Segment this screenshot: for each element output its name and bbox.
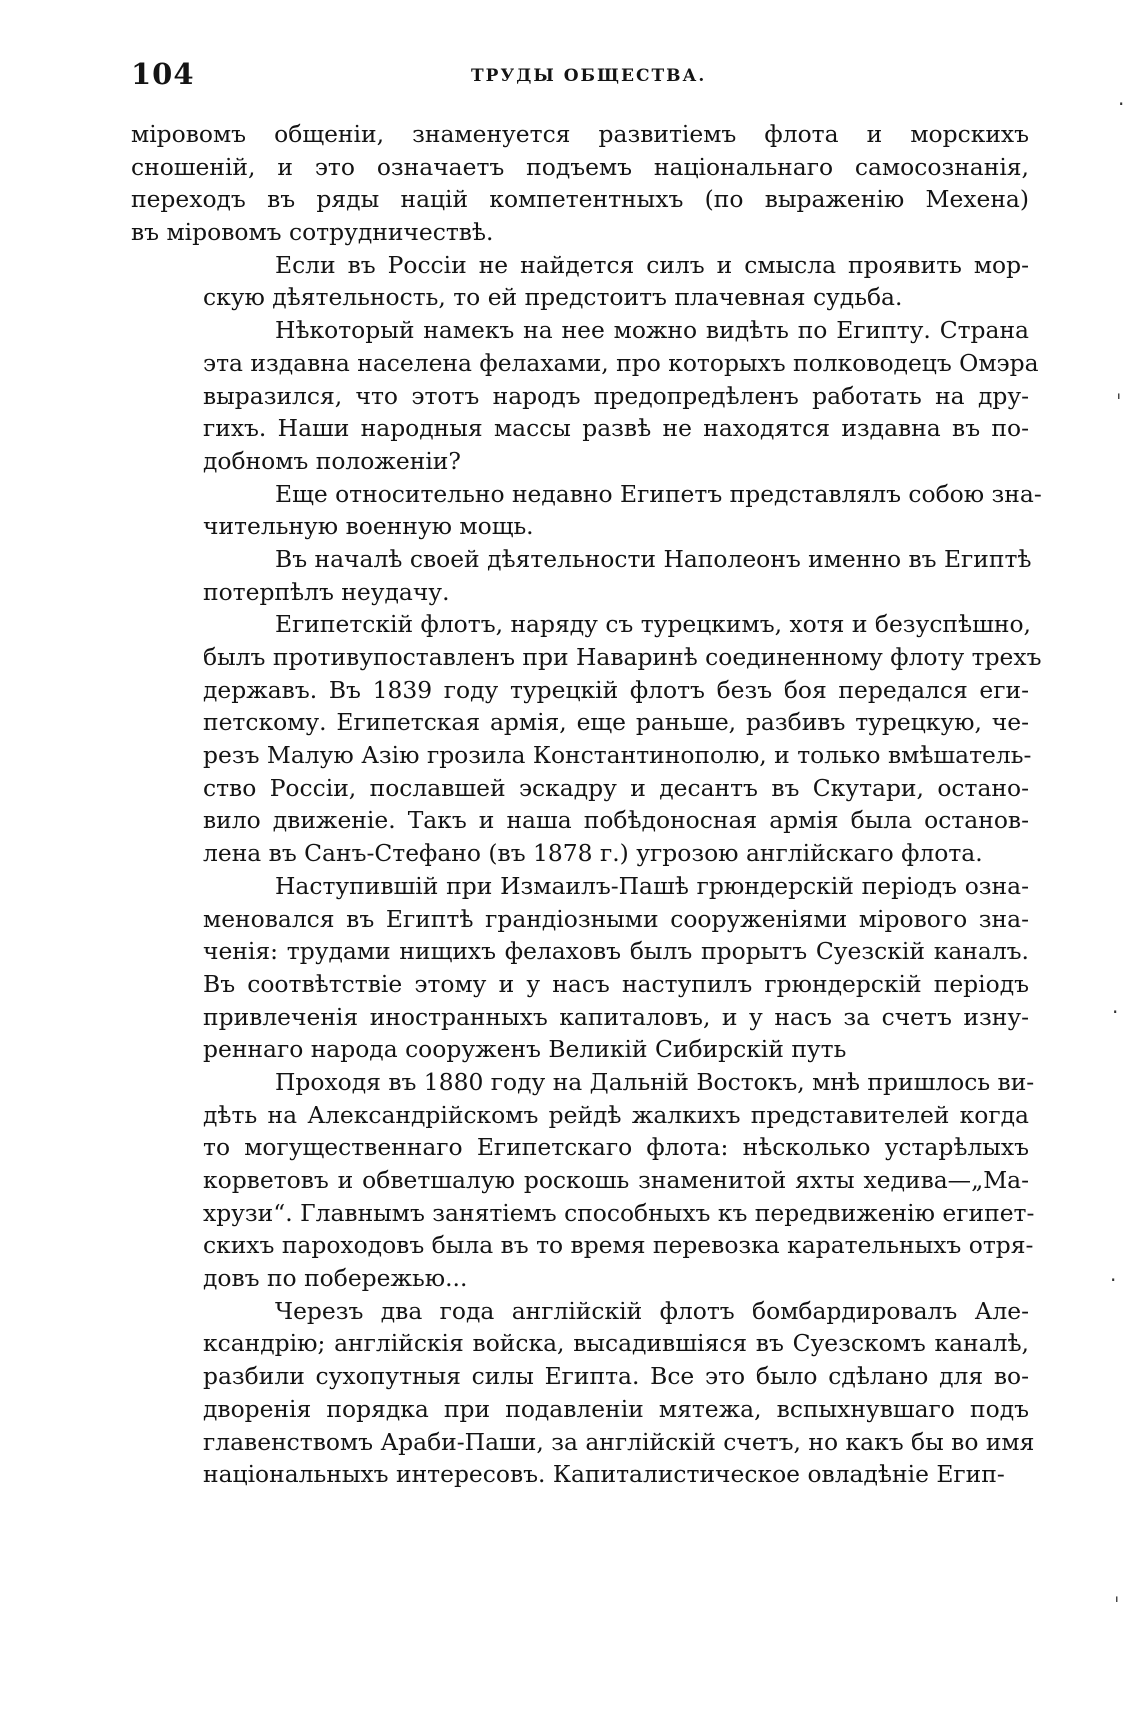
text-line: хрузи“. Главнымъ занятіемъ способныхъ къ передвиженію египет- [203, 1198, 1035, 1227]
text-line: эта издавна населена фелахами, про которыхъ полководецъ Омэра [203, 348, 1039, 377]
text-line: сношеній, и это означаетъ подъемъ національнаго самосознанія, [131, 152, 1029, 181]
text-line: Черезъ два года англійскій флотъ бомбардировалъ Але- [275, 1296, 1029, 1325]
margin-speck: ˌ [1114, 1580, 1120, 1604]
paragraph [131, 1066, 1035, 1295]
text-line: національныхъ интересовъ. Капиталистическое овладѣніе Егип- [203, 1460, 1005, 1489]
body-text [131, 118, 1042, 1491]
text-line: лена въ Санъ-Стефано (въ 1878 г.) угрозою англійскаго флота. [203, 839, 983, 868]
paragraph [131, 608, 1042, 870]
text-line: Еще относительно недавно Египетъ представлялъ собою зна- [275, 479, 1042, 508]
text-line: Нѣкоторый намекъ на нее можно видѣть по Египту. Страна [275, 316, 1029, 345]
margin-speck: · [1118, 92, 1125, 116]
text-line: потерпѣлъ неудачу. [203, 577, 450, 606]
text-line: Въ соотвѣтствіе этому и у насъ наступилъ грюндерскій періодъ [203, 969, 1029, 998]
text-line: переходъ въ ряды націй компетентныхъ (по выраженію Мехена) [131, 185, 1029, 214]
text-line: дѣть на Александрійскомъ рейдѣ жалкихъ представителей когда [203, 1100, 1029, 1129]
text-line: міровомъ общеніи, знаменуется развитіемъ флота и морскихъ [131, 120, 1029, 148]
paragraph [131, 1295, 1035, 1491]
paragraph [131, 478, 1042, 543]
text-line: ство Россіи, пославшей эскадру и десантъ въ Скутари, остано- [203, 773, 1029, 802]
page-number: 104 [131, 57, 195, 91]
running-head [131, 56, 1031, 96]
text-line: дворенія порядка при подавленіи мятежа, вспыхнувшаго подъ [203, 1394, 1029, 1423]
running-title: ТРУДЫ ОБЩЕСТВА. [471, 66, 707, 86]
paragraph [131, 314, 1039, 477]
text-line: выразился, что этотъ народъ предопредѣленъ работать на дру- [203, 381, 1029, 410]
text-line: ченія: трудами нищихъ фелаховъ былъ прорытъ Суезскій каналъ. [203, 937, 1029, 966]
paragraph [131, 870, 1029, 1066]
text-line: державъ. Въ 1839 году турецкій флотъ безъ боя передался еги- [203, 675, 1029, 704]
text-line: корветовъ и обветшалую роскошь знаменитой яхты хедива—„Ма- [203, 1166, 1029, 1194]
text-line: привлеченія иностранныхъ капиталовъ, и у насъ за счетъ изну- [203, 1002, 1029, 1031]
paragraph [131, 118, 1029, 249]
text-line: Египетскій флотъ, наряду съ турецкимъ, хотя и безуспѣшно, [275, 610, 1031, 639]
text-line: вило движеніе. Такъ и наша побѣдоносная армія была останов- [203, 806, 1029, 835]
text-line: Наступившій при Измаилъ-Пашѣ грюндерскій періодъ озна- [275, 871, 1029, 900]
text-line: главенствомъ Араби-Паши, за англійскій счетъ, но какъ бы во имя [203, 1427, 1035, 1456]
margin-speck: · [1110, 1268, 1117, 1292]
text-line: скую дѣятельность, то ей предстоитъ плачевная судьба. [203, 283, 903, 312]
text-line: реннаго народа сооруженъ Великій Сибирскій путь [203, 1035, 847, 1064]
paragraph [131, 249, 1029, 314]
text-line: резъ Малую Азію грозила Константинополю, и только вмѣшатель- [203, 741, 1032, 770]
text-line: петскому. Египетская армія, еще раньше, разбивъ турецкую, че- [203, 708, 1029, 737]
text-line: меновался въ Египтѣ грандіозными сооруженіями мірового зна- [203, 904, 1029, 933]
margin-speck: ˈ [1116, 390, 1122, 414]
text-line: ксандрію; англійскія войска, высадившіяся въ Суезскомъ каналѣ, [203, 1329, 1029, 1358]
text-line: гихъ. Наши народныя массы развѣ не находятся издавна въ по- [203, 414, 1029, 443]
text-line: былъ противупоставленъ при Наваринѣ соединенному флоту трехъ [203, 643, 1042, 671]
text-line: то могущественнаго Египетскаго флота: нѣсколько устарѣлыхъ [203, 1133, 1029, 1162]
text-line: добномъ положеніи? [203, 446, 461, 475]
text-line: Если въ Россіи не найдется силъ и смысла проявить мор- [275, 250, 1029, 279]
text-line: скихъ пароходовъ была въ то время перевозка карательныхъ отря- [203, 1231, 1034, 1260]
text-line: чительную военную мощь. [203, 512, 534, 541]
text-line: довъ по побережью... [203, 1264, 468, 1293]
margin-speck: · [1112, 1000, 1119, 1024]
text-line: въ міровомъ сотрудничествѣ. [131, 218, 494, 247]
paragraph [131, 543, 1032, 608]
text-line: разбили сухопутныя силы Египта. Все это было сдѣлано для во- [203, 1362, 1029, 1391]
text-line: Проходя въ 1880 году на Дальній Востокъ, мнѣ пришлось ви- [275, 1067, 1035, 1096]
text-line: Въ началѣ своей дѣятельности Наполеонъ именно въ Египтѣ [275, 544, 1032, 573]
